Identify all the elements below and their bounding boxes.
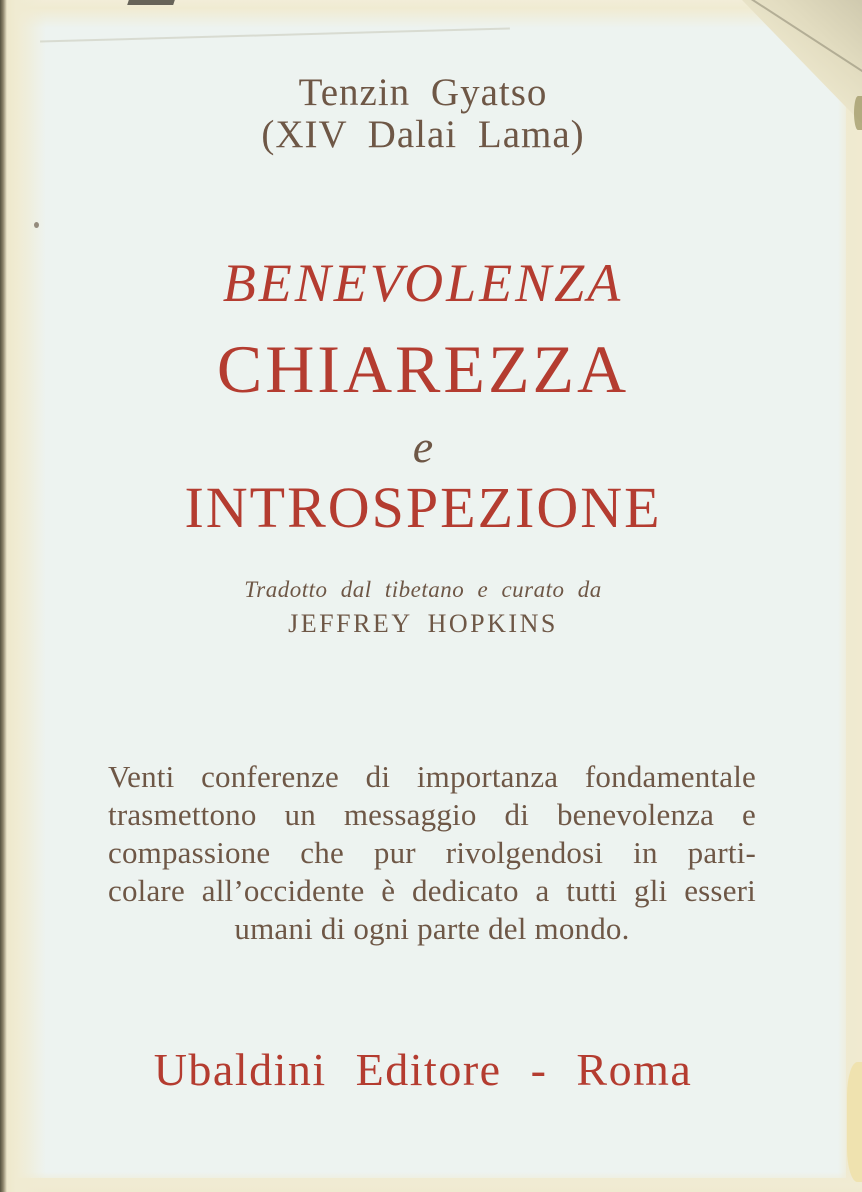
title-chiarezza: CHIAREZZA — [216, 331, 630, 407]
blurb-line: Venti conferenze di importanza fondamentale — [108, 759, 756, 794]
title-benevolenza: BENEVOLENZA — [222, 253, 624, 313]
scan-fleck — [854, 96, 862, 130]
translator-name: JEFFREY HOPKINS — [288, 609, 558, 638]
author-line-2: (XIV Dalai Lama) — [261, 113, 585, 156]
paper-edge-bottom — [0, 1172, 862, 1192]
scan-speck — [34, 222, 39, 228]
scan-artifact — [127, 0, 175, 5]
blurb-line: colare all’occidente è dedicato a tutti gli esseri — [108, 873, 756, 908]
blurb-line: compassione che pur rivolgendosi in parti- — [108, 835, 756, 870]
author-line-1: Tenzin Gyatso — [298, 71, 548, 114]
publisher-imprint: Ubaldini Editore - Roma — [153, 1044, 693, 1095]
back-blurb — [108, 758, 756, 948]
blurb-line: umani di ogni parte del mondo. — [234, 911, 630, 946]
title-introspezione: INTROSPEZIONE — [184, 475, 662, 540]
translation-credit: Tradotto dal tibetano e curato da — [244, 577, 602, 602]
blurb-line: trasmettono un messaggio di benevolenza e — [108, 797, 756, 832]
author-name — [28, 72, 818, 156]
torn-edge-artifact — [847, 1062, 862, 1182]
paper-edge-right — [838, 0, 862, 1192]
title-conjunction: e — [412, 421, 434, 472]
